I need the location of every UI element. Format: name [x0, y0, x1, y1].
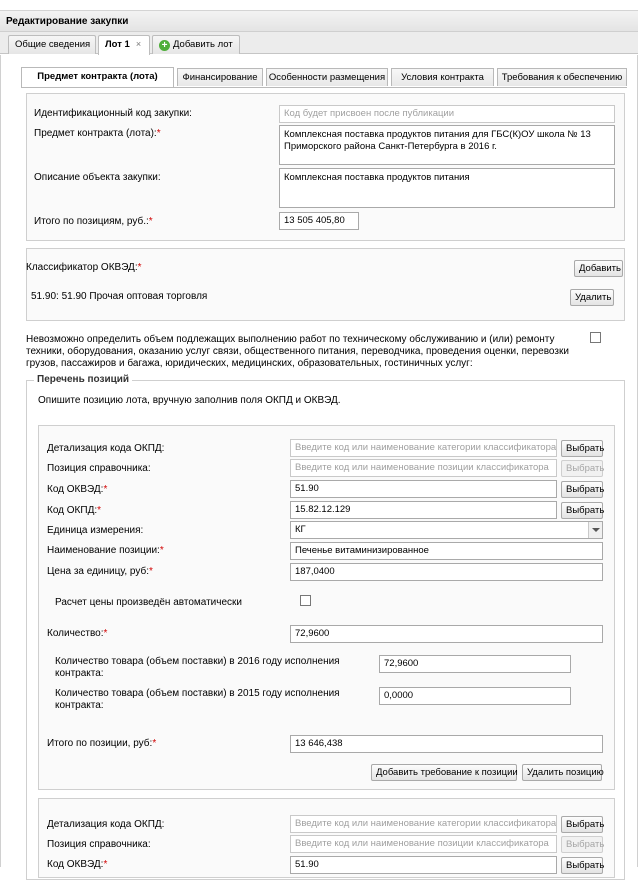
subtab-security[interactable] [497, 68, 627, 86]
okved-code-label-text: Код ОКВЭД: [47, 484, 104, 495]
tab-lot1[interactable] [98, 35, 150, 55]
tab-lot1-label: Лот 1 [105, 39, 130, 50]
lot-editor-panel [0, 55, 638, 871]
reference-position-label: Позиция справочника: [47, 463, 151, 474]
subtab-placement[interactable] [266, 68, 388, 86]
quantity-label [47, 628, 107, 639]
okved-code-input[interactable]: 51.90 [290, 480, 557, 498]
okved-label [26, 262, 142, 273]
unit-label: Единица измерения: [47, 525, 144, 536]
add-icon: + [159, 40, 170, 51]
okpd-detail-input-2[interactable]: Введите код или наименование категории классификатора [290, 815, 557, 833]
subtab-subject-label: Предмет контракта (лота) [37, 71, 158, 82]
volume-notice-checkbox[interactable] [590, 332, 601, 343]
reference-position-select-button-2[interactable]: Выбрать [561, 836, 603, 853]
quantity-2015-label: Количество товара (объем поставки) в 2015 году исполнения контракта: [55, 688, 340, 711]
position-total-label [47, 738, 156, 749]
tab-general-label: Общие сведения [15, 39, 91, 50]
quantity-2015-input[interactable]: 0,0000 [379, 687, 571, 705]
subtab-security-label: Требования к обеспечению [501, 72, 623, 83]
required-mark: * [137, 262, 142, 273]
auto-price-checkbox[interactable] [300, 595, 311, 606]
positions-hint: Опишите позицию лота, вручную заполнив поля ОКПД и ОКВЭД. [38, 395, 341, 406]
add-requirement-button[interactable]: Добавить требование к позиции [371, 764, 517, 781]
positions-legend: Перечень позиций [34, 374, 132, 385]
okved-code-select-button-2[interactable]: Выбрать [561, 857, 603, 874]
position-name-input[interactable]: Печенье витаминизированное [290, 542, 603, 560]
object-description-label: Описание объекта закупки: [34, 172, 161, 183]
unit-price-label-text: Цена за единицу, руб: [47, 566, 149, 577]
subtab-contract-terms-label: Условия контракта [401, 72, 484, 83]
okved-code-select-button[interactable]: Выбрать [561, 481, 603, 498]
close-icon[interactable]: × [135, 39, 142, 49]
tab-add-lot[interactable] [152, 35, 240, 54]
okved-code-label-2 [47, 859, 107, 870]
contract-subject-input[interactable]: Комплексная поставка продуктов питания для ГБС(К)ОУ школа № 13 Приморского района Санкт-Петербурга в 2016 г. [279, 125, 615, 165]
quantity-label-text: Количество: [47, 628, 104, 639]
unit-price-label [47, 566, 153, 577]
okpd-detail-select-button-2[interactable]: Выбрать [561, 816, 603, 833]
required-mark: * [97, 505, 102, 516]
lot-tabstrip [0, 32, 638, 54]
position-name-label [47, 545, 164, 556]
position-total-input[interactable]: 13 646,438 [290, 735, 603, 753]
quantity-2016-input[interactable]: 72,9600 [379, 655, 571, 673]
quantity-input[interactable]: 72,9600 [290, 625, 603, 643]
chevron-down-icon[interactable] [588, 522, 602, 538]
okpd-detail-select-button[interactable]: Выбрать [561, 440, 603, 457]
okpd-code-label-text: Код ОКПД: [47, 505, 98, 516]
reference-position-label-2: Позиция справочника: [47, 839, 151, 850]
required-mark: * [148, 216, 153, 227]
positions-total-label-text: Итого по позициям, руб.: [34, 216, 149, 227]
subtab-placement-label: Особенности размещения [268, 72, 386, 83]
procurement-id-label: Идентификационный код закупки: [34, 108, 192, 119]
positions-total-label [34, 216, 153, 227]
subtab-subject[interactable] [21, 67, 174, 87]
quantity-2016-label: Количество товара (объем поставки) в 2016 году исполнения контракта: [55, 656, 340, 679]
unit-select-value: КГ [295, 524, 306, 535]
okved-code-input-2[interactable]: 51.90 [290, 856, 557, 874]
position-total-label-text: Итого по позиции, руб: [47, 738, 153, 749]
subtab-contract-terms[interactable] [391, 68, 494, 86]
okpd-detail-label: Детализация кода ОКПД: [47, 443, 165, 454]
subtabs-divider [21, 87, 627, 88]
positions-total-input[interactable]: 13 505 405,80 [279, 212, 359, 230]
required-mark: * [159, 545, 164, 556]
okpd-detail-label-2: Детализация кода ОКПД: [47, 819, 165, 830]
subtab-financing-label: Финансирование [182, 72, 258, 83]
okpd-code-select-button[interactable]: Выбрать [561, 502, 603, 519]
required-mark: * [103, 859, 108, 870]
volume-notice-text: Невозможно определить объем подлежащих выполнению работ по техническому обслуживанию и (или) ремонту техники, оборудования, оказанию услуг связи, общественного питания, переводчика, проведения оценки, перевозки грузов, пассажиров и багажа, юридических, медицинских, образовательных, гостиничных услуг: [26, 334, 569, 369]
object-description-input[interactable]: Комплексная поставка продуктов питания [279, 168, 615, 208]
subtab-financing[interactable] [177, 68, 263, 86]
tab-add-lot-label: Добавить лот [173, 39, 233, 50]
unit-select[interactable] [290, 521, 603, 539]
okved-delete-button[interactable]: Удалить [570, 289, 614, 306]
okpd-detail-input[interactable]: Введите код или наименование категории классификатора [290, 439, 557, 457]
okved-label-text: Классификатор ОКВЭД: [26, 262, 138, 273]
okved-code-label [47, 484, 107, 495]
delete-position-button[interactable]: Удалить позицию [522, 764, 602, 781]
procurement-id-input[interactable]: Код будет присвоен после публикации [279, 105, 615, 123]
contract-subject-label [34, 128, 161, 139]
position-name-label-text: Наименование позиции: [47, 545, 160, 556]
okved-add-button[interactable]: Добавить [574, 260, 623, 277]
window-title: Редактирование закупки [0, 10, 638, 32]
okved-section [26, 248, 625, 321]
required-mark: * [156, 128, 161, 139]
okved-code-label-2-text: Код ОКВЭД: [47, 859, 104, 870]
okved-item: 51.90: 51.90 Прочая оптовая торговля [31, 291, 208, 302]
contract-subject-label-text: Предмет контракта (лота): [34, 128, 157, 139]
reference-position-input[interactable]: Введите код или наименование позиции классификатора [290, 459, 557, 477]
auto-price-label: Расчет цены произведён автоматически [55, 597, 242, 608]
required-mark: * [103, 484, 108, 495]
okpd-code-label [47, 505, 101, 516]
required-mark: * [152, 738, 157, 749]
required-mark: * [148, 566, 153, 577]
okpd-code-input[interactable]: 15.82.12.129 [290, 501, 557, 519]
reference-position-input-2[interactable]: Введите код или наименование позиции классификатора [290, 835, 557, 853]
tab-general[interactable] [8, 35, 96, 54]
reference-position-select-button[interactable]: Выбрать [561, 460, 603, 477]
required-mark: * [103, 628, 108, 639]
unit-price-input[interactable]: 187,0400 [290, 563, 603, 581]
